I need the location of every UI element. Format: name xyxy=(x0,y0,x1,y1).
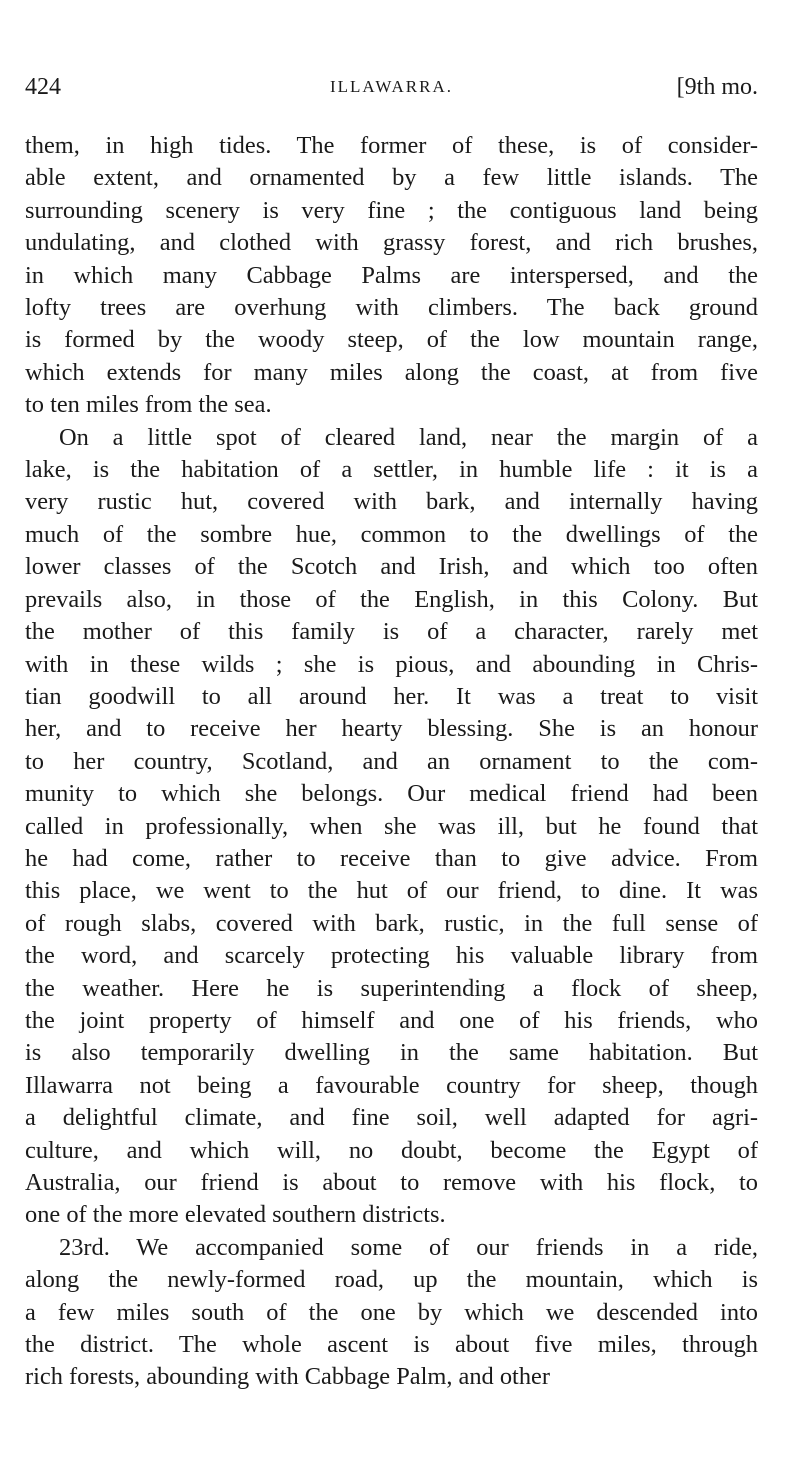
text-line: lake, is the habitation of a settler, in humble life : it is a xyxy=(25,456,758,484)
text-line: a delightful climate, and fine soil, well adapted for agri- xyxy=(25,1104,758,1132)
text-line: is formed by the woody steep, of the low mountain range, xyxy=(25,326,758,354)
text-line: undulating, and clothed with grassy forest, and rich brushes, xyxy=(25,229,758,257)
text-line: which extends for many miles along the coast, at from five xyxy=(25,358,758,386)
text-line: the mother of this family is of a character, rarely met xyxy=(25,618,758,646)
text-line: to her country, Scotland, and an ornament to the com- xyxy=(25,747,758,775)
text-line: the word, and scarcely protecting his valuable library from xyxy=(25,942,758,970)
chapter-title: ILLAWARRA. xyxy=(330,77,453,96)
text-line: culture, and which will, no doubt, become the Egypt of xyxy=(25,1136,758,1164)
text-line: very rustic hut, covered with bark, and internally having xyxy=(25,488,758,516)
text-line: surrounding scenery is very fine ; the contiguous land being xyxy=(25,196,758,224)
text-line: he had come, rather to receive than to give advice. From xyxy=(25,844,758,872)
paragraph xyxy=(25,1232,758,1394)
body-text xyxy=(25,130,758,1394)
text-line: along the newly-formed road, up the mountain, which is xyxy=(25,1266,758,1294)
text-line: one of the more elevated southern districts. xyxy=(25,1201,446,1229)
text-line: lower classes of the Scotch and Irish, and which too often xyxy=(25,553,758,581)
text-line: Australia, our friend is about to remove with his flock, to xyxy=(25,1169,758,1196)
text-line: munity to which she belongs. Our medical friend had been xyxy=(25,780,758,808)
text-line: lofty trees are overhung with climbers. The back ground xyxy=(25,294,758,322)
text-line: a few miles south of the one by which we descended into xyxy=(25,1298,758,1326)
running-head xyxy=(25,68,758,106)
text-line: of rough slabs, covered with bark, rustic, in the full sense of xyxy=(25,909,758,937)
text-line: called in professionally, when she was ill, but he found that xyxy=(25,812,758,840)
text-line: rich forests, abounding with Cabbage Palm, and other xyxy=(25,1363,550,1391)
text-line: this place, we went to the hut of our friend, to dine. It was xyxy=(25,877,758,905)
text-line: able extent, and ornamented by a few little islands. The xyxy=(25,164,758,192)
text-line: them, in high tides. The former of these, is of consider- xyxy=(25,132,758,159)
text-line: 23rd. We accompanied some of our friends in a ride, xyxy=(59,1233,758,1261)
text-line: is also temporarily dwelling in the same habitation. But xyxy=(25,1039,758,1067)
book-page xyxy=(25,68,758,1394)
text-line: her, and to receive her hearty blessing. She is an honour xyxy=(25,715,758,743)
text-line: much of the sombre hue, common to the dwellings of the xyxy=(25,520,758,548)
text-line: to ten miles from the sea. xyxy=(25,391,272,419)
text-line: tian goodwill to all around her. It was a treat to visit xyxy=(25,682,758,710)
text-line: the weather. Here he is superintending a flock of sheep, xyxy=(25,974,758,1002)
paragraph xyxy=(25,422,758,1232)
text-line: the joint property of himself and one of his friends, who xyxy=(25,1006,758,1034)
text-line: in which many Cabbage Palms are interspersed, and the xyxy=(25,261,758,289)
paragraph xyxy=(25,130,758,422)
text-line: with in these wilds ; she is pious, and abounding in Chris- xyxy=(25,650,758,678)
page-number: 424 xyxy=(25,74,61,100)
text-line: Illawarra not being a favourable country for sheep, though xyxy=(25,1071,758,1099)
text-line: prevails also, in those of the English, in this Colony. But xyxy=(25,585,758,613)
text-line: the district. The whole ascent is about five miles, through xyxy=(25,1331,758,1359)
month-marker: [9th mo. xyxy=(676,74,758,100)
text-line: On a little spot of cleared land, near the margin of a xyxy=(59,423,758,451)
